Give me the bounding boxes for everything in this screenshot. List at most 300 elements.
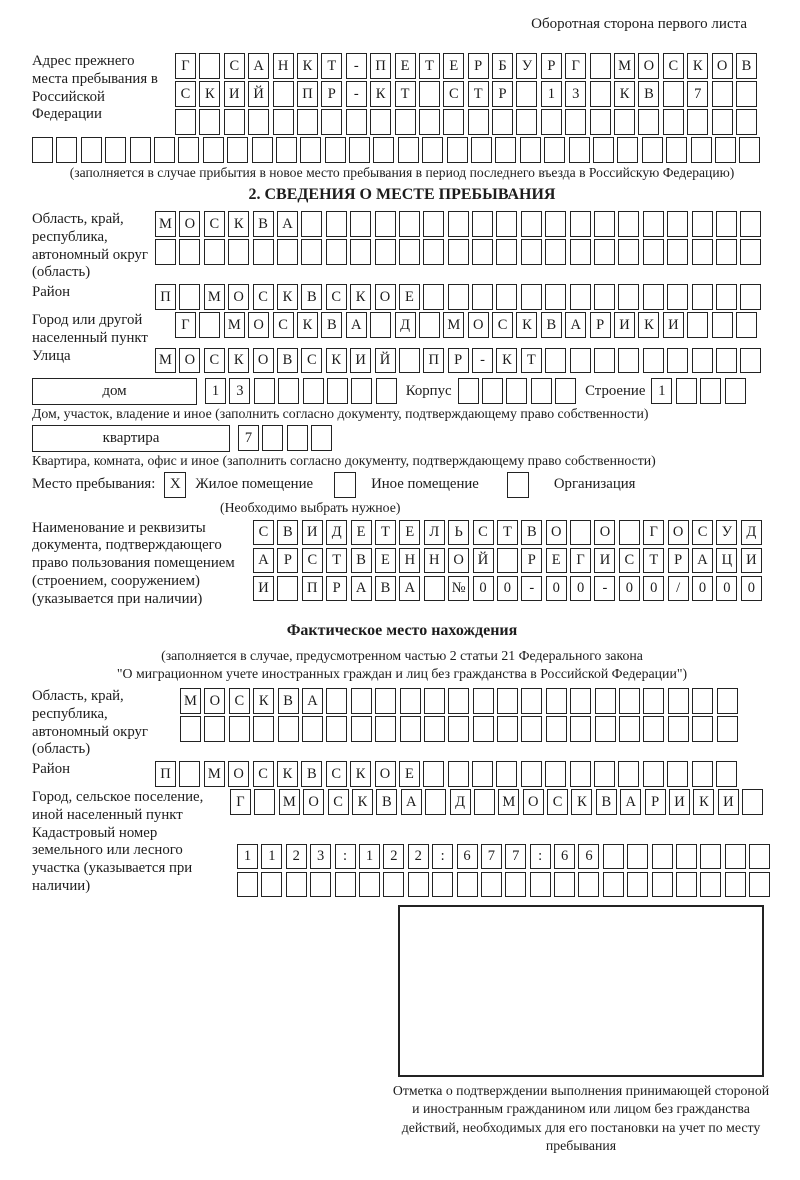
form-cell[interactable]: Т: [321, 53, 342, 79]
form-cell[interactable]: О: [638, 53, 659, 79]
form-cell[interactable]: 0: [473, 576, 494, 602]
form-cell[interactable]: 6: [457, 844, 478, 870]
form-cell[interactable]: 0: [570, 576, 591, 602]
form-cell[interactable]: [346, 109, 367, 135]
form-cell[interactable]: С: [547, 789, 568, 815]
form-cell[interactable]: -: [346, 81, 367, 107]
form-cell[interactable]: [521, 761, 542, 787]
form-cell[interactable]: [383, 872, 404, 898]
form-cell[interactable]: 3: [310, 844, 331, 870]
form-cell[interactable]: [643, 761, 664, 787]
form-cell[interactable]: [248, 109, 269, 135]
form-cell[interactable]: [570, 348, 591, 374]
form-cell[interactable]: -: [472, 348, 493, 374]
form-cell[interactable]: М: [498, 789, 519, 815]
form-cell[interactable]: [544, 137, 565, 163]
form-cell[interactable]: О: [523, 789, 544, 815]
form-cell[interactable]: И: [669, 789, 690, 815]
form-cell[interactable]: [627, 872, 648, 898]
form-cell[interactable]: [472, 239, 493, 265]
form-cell[interactable]: 2: [383, 844, 404, 870]
form-cell[interactable]: П: [370, 53, 391, 79]
form-cell[interactable]: [545, 761, 566, 787]
form-cell[interactable]: [175, 109, 196, 135]
form-cell[interactable]: [375, 211, 396, 237]
form-cell[interactable]: [254, 789, 275, 815]
form-cell[interactable]: И: [224, 81, 245, 107]
form-cell[interactable]: [541, 109, 562, 135]
form-cell[interactable]: Г: [570, 548, 591, 574]
form-cell[interactable]: П: [302, 576, 323, 602]
form-cell[interactable]: О: [204, 688, 225, 714]
form-cell[interactable]: [643, 348, 664, 374]
form-cell[interactable]: А: [302, 688, 323, 714]
form-cell[interactable]: М: [224, 312, 245, 338]
form-cell[interactable]: [595, 688, 616, 714]
form-cell[interactable]: [447, 137, 468, 163]
form-cell[interactable]: И: [614, 312, 635, 338]
form-cell[interactable]: [179, 239, 200, 265]
form-cell[interactable]: М: [155, 348, 176, 374]
form-cell[interactable]: С: [273, 312, 294, 338]
form-cell[interactable]: [570, 716, 591, 742]
form-cell[interactable]: [546, 688, 567, 714]
form-cell[interactable]: А: [277, 211, 298, 237]
form-cell[interactable]: [398, 137, 419, 163]
form-cell[interactable]: [448, 716, 469, 742]
form-cell[interactable]: [351, 688, 372, 714]
form-cell[interactable]: Е: [443, 53, 464, 79]
form-cell[interactable]: [516, 81, 537, 107]
form-cell[interactable]: К: [638, 312, 659, 338]
form-cell[interactable]: [740, 284, 761, 310]
form-cell[interactable]: [496, 284, 517, 310]
form-cell[interactable]: Г: [175, 312, 196, 338]
form-cell[interactable]: [595, 716, 616, 742]
form-cell[interactable]: [687, 312, 708, 338]
form-cell[interactable]: №: [448, 576, 469, 602]
form-cell[interactable]: [594, 211, 615, 237]
form-cell[interactable]: [472, 284, 493, 310]
form-cell[interactable]: И: [741, 548, 762, 574]
form-cell[interactable]: С: [229, 688, 250, 714]
form-cell[interactable]: [652, 844, 673, 870]
form-cell[interactable]: [474, 789, 495, 815]
form-cell[interactable]: [594, 239, 615, 265]
form-cell[interactable]: Р: [590, 312, 611, 338]
form-cell[interactable]: -: [594, 576, 615, 602]
form-cell[interactable]: М: [204, 284, 225, 310]
form-cell[interactable]: И: [253, 576, 274, 602]
form-cell[interactable]: О: [468, 312, 489, 338]
form-cell[interactable]: [618, 284, 639, 310]
form-cell[interactable]: [419, 312, 440, 338]
form-cell[interactable]: [667, 761, 688, 787]
form-cell[interactable]: Р: [521, 548, 542, 574]
form-cell[interactable]: [448, 284, 469, 310]
form-cell[interactable]: [81, 137, 102, 163]
form-cell[interactable]: П: [155, 284, 176, 310]
form-cell[interactable]: [546, 716, 567, 742]
form-cell[interactable]: Е: [399, 761, 420, 787]
form-cell[interactable]: [178, 137, 199, 163]
form-cell[interactable]: С: [473, 520, 494, 546]
form-cell[interactable]: [716, 348, 737, 374]
form-cell[interactable]: М: [443, 312, 464, 338]
form-cell[interactable]: [310, 872, 331, 898]
form-cell[interactable]: В: [521, 520, 542, 546]
form-cell[interactable]: О: [668, 520, 689, 546]
form-cell[interactable]: Ь: [448, 520, 469, 546]
form-cell[interactable]: К: [516, 312, 537, 338]
form-cell[interactable]: [481, 872, 502, 898]
form-cell[interactable]: -: [521, 576, 542, 602]
form-cell[interactable]: Е: [351, 520, 372, 546]
form-cell[interactable]: П: [155, 761, 176, 787]
form-cell[interactable]: [273, 81, 294, 107]
form-cell[interactable]: [472, 761, 493, 787]
form-cell[interactable]: [666, 137, 687, 163]
form-cell[interactable]: Г: [175, 53, 196, 79]
form-cell[interactable]: [617, 137, 638, 163]
form-cell[interactable]: [700, 844, 721, 870]
form-cell[interactable]: С: [326, 761, 347, 787]
form-cell[interactable]: [326, 716, 347, 742]
form-cell[interactable]: Й: [248, 81, 269, 107]
form-cell[interactable]: [593, 137, 614, 163]
form-cell[interactable]: [570, 761, 591, 787]
form-cell[interactable]: 1: [205, 378, 226, 404]
form-cell[interactable]: 1: [541, 81, 562, 107]
form-cell[interactable]: [32, 137, 53, 163]
form-cell[interactable]: 0: [546, 576, 567, 602]
form-cell[interactable]: [458, 378, 479, 404]
form-cell[interactable]: [725, 378, 746, 404]
form-cell[interactable]: [273, 109, 294, 135]
form-cell[interactable]: [278, 716, 299, 742]
form-cell[interactable]: И: [663, 312, 684, 338]
form-cell[interactable]: [716, 239, 737, 265]
form-cell[interactable]: О: [303, 789, 324, 815]
form-cell[interactable]: Й: [473, 548, 494, 574]
form-cell[interactable]: [179, 761, 200, 787]
form-cell[interactable]: [203, 137, 224, 163]
form-cell[interactable]: С: [253, 520, 274, 546]
form-cell[interactable]: [497, 688, 518, 714]
form-cell[interactable]: Е: [399, 284, 420, 310]
form-cell[interactable]: [668, 716, 689, 742]
form-cell[interactable]: В: [277, 348, 298, 374]
form-cell[interactable]: [570, 284, 591, 310]
form-cell[interactable]: 7: [687, 81, 708, 107]
form-cell[interactable]: О: [375, 284, 396, 310]
form-cell[interactable]: [667, 284, 688, 310]
form-cell[interactable]: В: [375, 576, 396, 602]
form-cell[interactable]: С: [253, 761, 274, 787]
form-cell[interactable]: 2: [408, 844, 429, 870]
form-cell[interactable]: [350, 211, 371, 237]
form-cell[interactable]: С: [326, 284, 347, 310]
form-cell[interactable]: Г: [565, 53, 586, 79]
form-cell[interactable]: [155, 239, 176, 265]
form-cell[interactable]: [667, 211, 688, 237]
form-cell[interactable]: [56, 137, 77, 163]
form-cell[interactable]: [594, 761, 615, 787]
form-cell[interactable]: Т: [643, 548, 664, 574]
form-cell[interactable]: [712, 109, 733, 135]
form-cell[interactable]: [716, 761, 737, 787]
form-cell[interactable]: [227, 137, 248, 163]
form-cell[interactable]: [496, 211, 517, 237]
form-cell[interactable]: [667, 239, 688, 265]
form-cell[interactable]: [432, 872, 453, 898]
form-cell[interactable]: [619, 520, 640, 546]
form-cell[interactable]: Е: [399, 520, 420, 546]
form-cell[interactable]: [496, 761, 517, 787]
form-cell[interactable]: [399, 211, 420, 237]
form-cell[interactable]: М: [614, 53, 635, 79]
form-cell[interactable]: 7: [481, 844, 502, 870]
form-cell[interactable]: К: [350, 761, 371, 787]
form-cell[interactable]: [350, 239, 371, 265]
form-cell[interactable]: [303, 378, 324, 404]
form-cell[interactable]: П: [297, 81, 318, 107]
form-cell[interactable]: Д: [450, 789, 471, 815]
form-cell[interactable]: [565, 109, 586, 135]
form-cell[interactable]: А: [692, 548, 713, 574]
form-cell[interactable]: [321, 109, 342, 135]
form-cell[interactable]: [370, 109, 391, 135]
form-cell[interactable]: [603, 872, 624, 898]
form-cell[interactable]: О: [248, 312, 269, 338]
form-cell[interactable]: И: [302, 520, 323, 546]
form-cell[interactable]: [199, 312, 220, 338]
form-cell[interactable]: К: [228, 348, 249, 374]
form-cell[interactable]: [457, 872, 478, 898]
form-cell[interactable]: [472, 211, 493, 237]
form-cell[interactable]: С: [301, 348, 322, 374]
form-cell[interactable]: О: [546, 520, 567, 546]
form-cell[interactable]: [373, 137, 394, 163]
form-cell[interactable]: [545, 348, 566, 374]
form-cell[interactable]: 0: [643, 576, 664, 602]
form-cell[interactable]: [740, 348, 761, 374]
form-cell[interactable]: К: [277, 284, 298, 310]
form-cell[interactable]: [545, 284, 566, 310]
form-cell[interactable]: [643, 239, 664, 265]
form-cell[interactable]: [742, 789, 763, 815]
form-cell[interactable]: 1: [359, 844, 380, 870]
form-cell[interactable]: О: [179, 211, 200, 237]
form-cell[interactable]: Р: [541, 53, 562, 79]
form-cell[interactable]: [301, 239, 322, 265]
form-cell[interactable]: О: [712, 53, 733, 79]
form-cell[interactable]: [277, 239, 298, 265]
form-cell[interactable]: К: [199, 81, 220, 107]
form-cell[interactable]: Ц: [716, 548, 737, 574]
form-cell[interactable]: А: [399, 576, 420, 602]
form-cell[interactable]: [287, 425, 308, 451]
form-cell[interactable]: К: [326, 348, 347, 374]
form-cell[interactable]: [667, 348, 688, 374]
form-cell[interactable]: С: [619, 548, 640, 574]
form-cell[interactable]: [590, 109, 611, 135]
form-cell[interactable]: В: [301, 284, 322, 310]
form-cell[interactable]: [570, 239, 591, 265]
form-cell[interactable]: 6: [554, 844, 575, 870]
form-cell[interactable]: [545, 239, 566, 265]
form-cell[interactable]: [276, 137, 297, 163]
form-cell[interactable]: [555, 378, 576, 404]
form-cell[interactable]: 1: [651, 378, 672, 404]
form-cell[interactable]: [300, 137, 321, 163]
form-cell[interactable]: [643, 716, 664, 742]
form-cell[interactable]: [619, 688, 640, 714]
form-cell[interactable]: [419, 81, 440, 107]
form-cell[interactable]: [400, 688, 421, 714]
form-cell[interactable]: О: [375, 761, 396, 787]
form-cell[interactable]: [423, 239, 444, 265]
form-cell[interactable]: -: [346, 53, 367, 79]
form-cell[interactable]: [254, 378, 275, 404]
form-cell[interactable]: К: [614, 81, 635, 107]
form-cell[interactable]: [278, 378, 299, 404]
form-cell[interactable]: [692, 348, 713, 374]
form-cell[interactable]: [740, 211, 761, 237]
form-cell[interactable]: [725, 844, 746, 870]
form-cell[interactable]: 7: [505, 844, 526, 870]
form-cell[interactable]: [692, 239, 713, 265]
form-cell[interactable]: К: [352, 789, 373, 815]
form-cell[interactable]: [736, 312, 757, 338]
form-cell[interactable]: 2: [286, 844, 307, 870]
form-cell[interactable]: [351, 378, 372, 404]
form-cell[interactable]: Н: [399, 548, 420, 574]
form-cell[interactable]: [700, 872, 721, 898]
form-cell[interactable]: К: [228, 211, 249, 237]
form-cell[interactable]: [692, 284, 713, 310]
form-cell[interactable]: [749, 872, 770, 898]
form-cell[interactable]: [497, 548, 518, 574]
form-cell[interactable]: В: [541, 312, 562, 338]
form-cell[interactable]: [578, 872, 599, 898]
form-cell[interactable]: [286, 872, 307, 898]
form-cell[interactable]: 6: [578, 844, 599, 870]
form-cell[interactable]: О: [179, 348, 200, 374]
form-cell[interactable]: В: [736, 53, 757, 79]
form-cell[interactable]: 0: [741, 576, 762, 602]
form-cell[interactable]: [614, 109, 635, 135]
form-cell[interactable]: К: [297, 53, 318, 79]
form-cell[interactable]: [399, 348, 420, 374]
form-cell[interactable]: [569, 137, 590, 163]
form-cell[interactable]: [545, 211, 566, 237]
form-cell[interactable]: [423, 761, 444, 787]
form-cell[interactable]: [473, 716, 494, 742]
form-cell[interactable]: [521, 716, 542, 742]
form-cell[interactable]: Т: [375, 520, 396, 546]
form-cell[interactable]: [400, 716, 421, 742]
form-cell[interactable]: [643, 211, 664, 237]
form-cell[interactable]: И: [350, 348, 371, 374]
form-cell[interactable]: [521, 211, 542, 237]
form-cell[interactable]: В: [301, 761, 322, 787]
form-cell[interactable]: [351, 716, 372, 742]
form-cell[interactable]: Р: [448, 348, 469, 374]
form-cell[interactable]: [471, 137, 492, 163]
form-cell[interactable]: [375, 716, 396, 742]
form-cell[interactable]: :: [530, 844, 551, 870]
form-cell[interactable]: [692, 716, 713, 742]
form-cell[interactable]: [676, 872, 697, 898]
form-cell[interactable]: [105, 137, 126, 163]
form-cell[interactable]: Г: [643, 520, 664, 546]
form-cell[interactable]: 0: [497, 576, 518, 602]
form-cell[interactable]: [482, 378, 503, 404]
form-cell[interactable]: М: [204, 761, 225, 787]
form-cell[interactable]: [302, 716, 323, 742]
form-cell[interactable]: [277, 576, 298, 602]
form-cell[interactable]: С: [204, 211, 225, 237]
form-cell[interactable]: В: [596, 789, 617, 815]
form-cell[interactable]: [618, 761, 639, 787]
form-cell[interactable]: 0: [692, 576, 713, 602]
form-cell[interactable]: [448, 211, 469, 237]
form-cell[interactable]: [154, 137, 175, 163]
form-cell[interactable]: [643, 688, 664, 714]
form-cell[interactable]: [497, 716, 518, 742]
form-cell[interactable]: [204, 716, 225, 742]
form-cell[interactable]: Р: [321, 81, 342, 107]
form-cell[interactable]: [505, 872, 526, 898]
form-cell[interactable]: [179, 284, 200, 310]
form-cell[interactable]: [326, 688, 347, 714]
form-cell[interactable]: Т: [395, 81, 416, 107]
form-cell[interactable]: [349, 137, 370, 163]
form-cell[interactable]: [473, 688, 494, 714]
form-cell[interactable]: Е: [375, 548, 396, 574]
form-cell[interactable]: [691, 137, 712, 163]
form-cell[interactable]: О: [448, 548, 469, 574]
form-cell[interactable]: [359, 872, 380, 898]
form-cell[interactable]: [590, 81, 611, 107]
form-cell[interactable]: [495, 137, 516, 163]
form-cell[interactable]: В: [253, 211, 274, 237]
form-cell[interactable]: С: [492, 312, 513, 338]
form-cell[interactable]: [237, 872, 258, 898]
form-cell[interactable]: [712, 81, 733, 107]
form-cell[interactable]: [516, 109, 537, 135]
form-cell[interactable]: А: [401, 789, 422, 815]
form-cell[interactable]: [739, 137, 760, 163]
form-cell[interactable]: И: [594, 548, 615, 574]
form-cell[interactable]: [492, 109, 513, 135]
form-cell[interactable]: [424, 688, 445, 714]
form-cell[interactable]: Г: [230, 789, 251, 815]
form-cell[interactable]: [521, 239, 542, 265]
form-cell[interactable]: [554, 872, 575, 898]
form-cell[interactable]: [570, 211, 591, 237]
form-cell[interactable]: [326, 211, 347, 237]
form-cell[interactable]: [443, 109, 464, 135]
form-cell[interactable]: Т: [419, 53, 440, 79]
form-cell[interactable]: [261, 872, 282, 898]
form-cell[interactable]: [531, 378, 552, 404]
form-cell[interactable]: Н: [424, 548, 445, 574]
form-cell[interactable]: [253, 239, 274, 265]
form-cell[interactable]: 1: [261, 844, 282, 870]
form-cell[interactable]: [506, 378, 527, 404]
